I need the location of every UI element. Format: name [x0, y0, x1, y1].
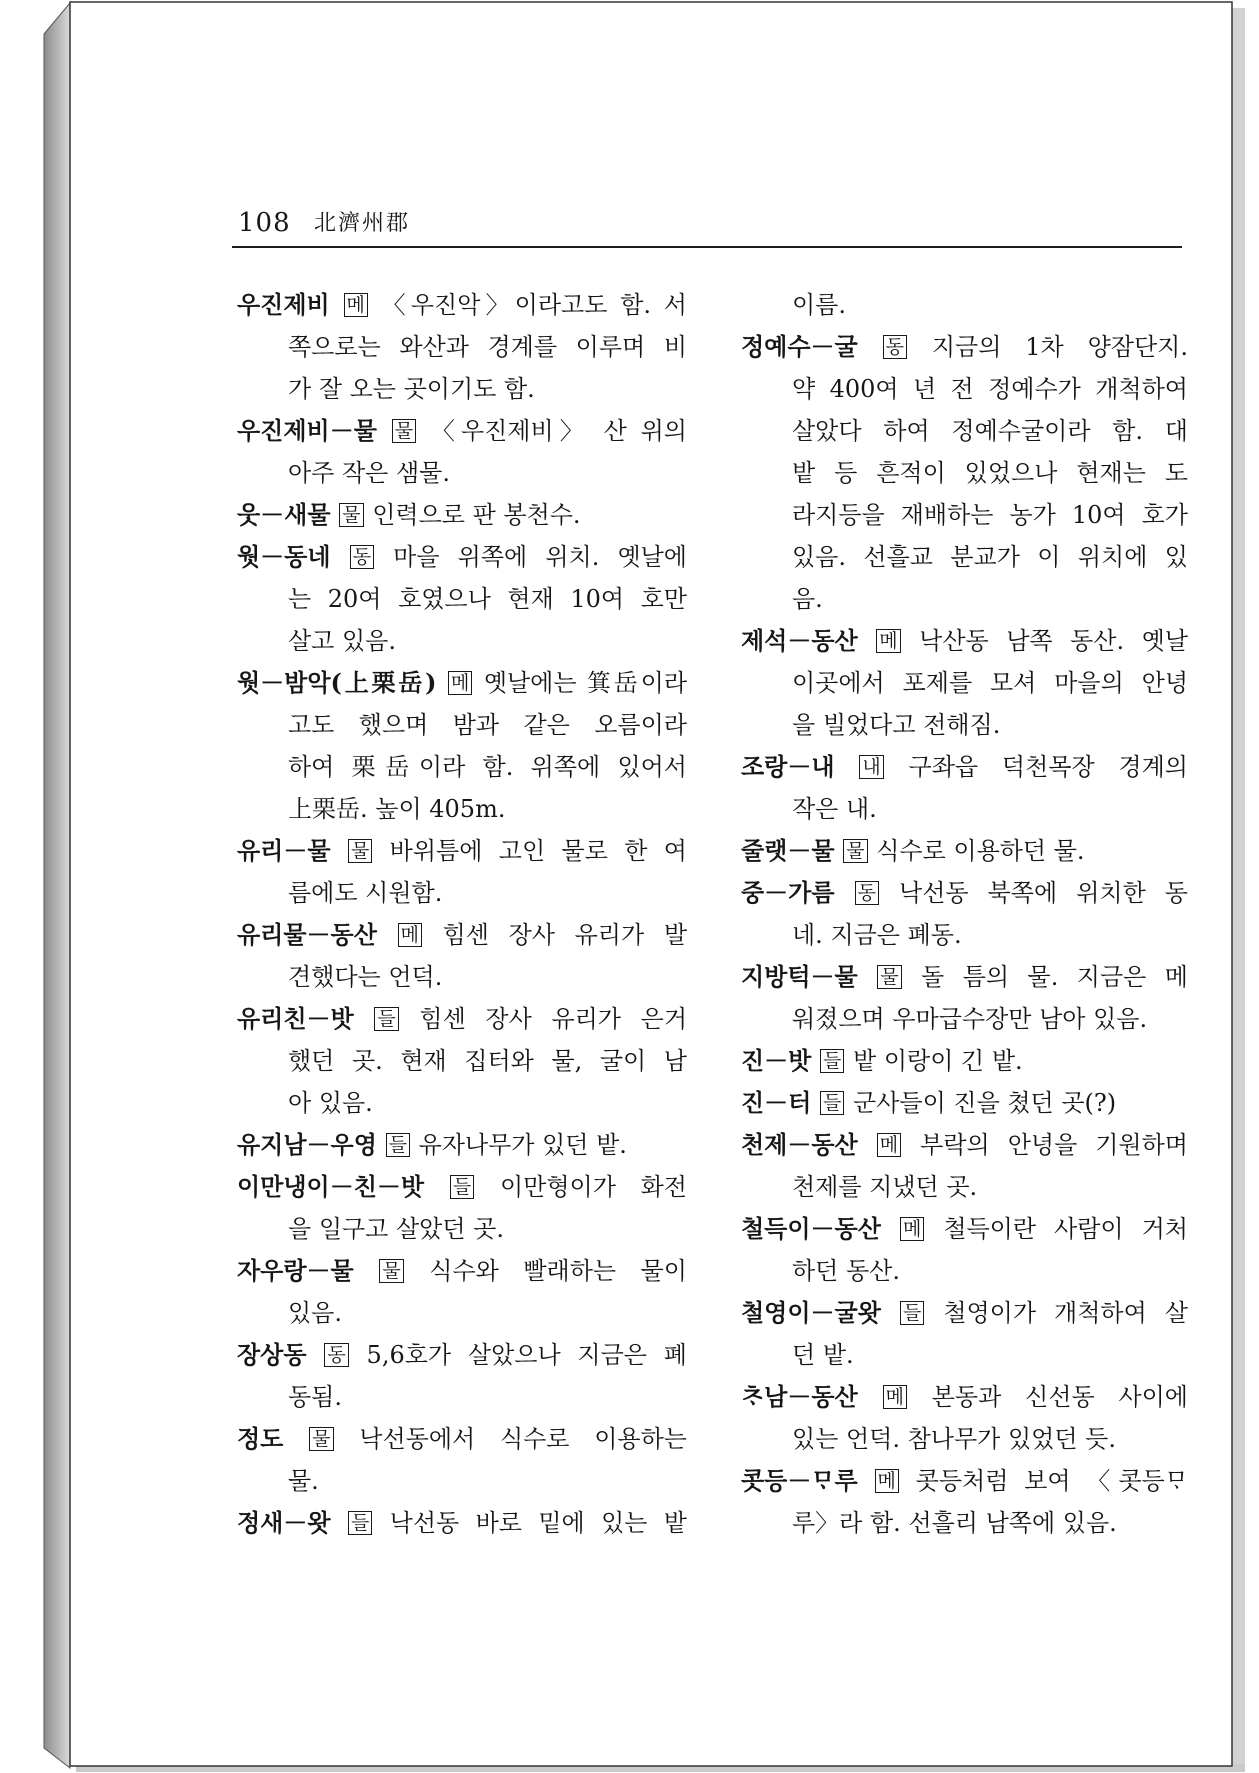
- entry-line: [741, 830, 1188, 872]
- entry-line: [741, 452, 1188, 494]
- entry-headword: 콧등－ᄆᆞ루: [741, 1466, 858, 1495]
- entry-text: 작은 내.: [792, 795, 877, 823]
- category-tag: 들: [348, 1511, 372, 1535]
- entry-line: [741, 662, 1188, 704]
- entry-text: 힘센 장사 유리가 은거: [419, 1005, 688, 1033]
- entry-line: [237, 1082, 687, 1124]
- dictionary-entry: [237, 914, 687, 998]
- entry-text: 던 밭.: [792, 1341, 854, 1369]
- dictionary-entry: [237, 662, 687, 830]
- entry-line: [741, 1124, 1188, 1166]
- entry-text: 있음. 선흘교 분교가 이 위치에 있: [792, 543, 1188, 571]
- entry-text: 살고 있음.: [288, 627, 396, 655]
- dictionary-entry: [741, 956, 1188, 1040]
- entry-text: 천제를 지냈던 곳.: [792, 1173, 978, 1201]
- entry-line: [741, 1208, 1188, 1250]
- category-tag: 동: [883, 335, 907, 359]
- entry-continuation: [741, 284, 1188, 326]
- entry-text: 철영이가 개척하여 살: [943, 1299, 1188, 1327]
- entry-line: [741, 326, 1188, 368]
- entry-text: 라지등을 재배하는 농가 10여 호가: [792, 501, 1188, 529]
- dictionary-entry: [741, 1292, 1188, 1376]
- dictionary-entry: [741, 620, 1188, 746]
- entry-text: 동됨.: [288, 1383, 342, 1411]
- entry-headword: 천제－동산: [741, 1130, 858, 1159]
- entry-text: 음.: [792, 585, 823, 613]
- entry-headword: 자우랑－물: [237, 1256, 354, 1285]
- entry-line: [237, 326, 687, 368]
- entry-line: [237, 620, 687, 662]
- entry-line: [741, 1166, 1188, 1208]
- left-column: [237, 284, 687, 1544]
- entry-text: 루〉라 함. 선흘리 남쪽에 있음.: [792, 1509, 1117, 1537]
- entry-line: [237, 1166, 687, 1208]
- entry-text: 밭 등 흔적이 있었으나 현재는 도: [792, 459, 1188, 487]
- entry-line: [237, 746, 687, 788]
- category-tag: 물: [309, 1427, 333, 1451]
- entry-line: [741, 872, 1188, 914]
- entry-text: 있음.: [288, 1299, 342, 1327]
- entry-headword: 진－밧: [741, 1046, 812, 1075]
- entry-text: 식수와 빨래하는 물이: [429, 1257, 687, 1285]
- entry-line: [237, 788, 687, 830]
- entry-text: 〈우진악〉이라고도 함. 서: [381, 291, 687, 319]
- category-tag: 들: [386, 1133, 410, 1157]
- category-tag: 들: [374, 1007, 398, 1031]
- entry-text: 콧등처럼 보여 〈콧등ᄆᆞ: [915, 1467, 1188, 1495]
- category-tag: 들: [820, 1049, 844, 1073]
- entry-headword: 유지남－우영: [237, 1130, 377, 1159]
- dictionary-entry: [741, 746, 1188, 830]
- entry-headword: 진－터: [741, 1088, 812, 1117]
- entry-line: [237, 1376, 687, 1418]
- entry-headword: 중－가름: [741, 878, 835, 907]
- dictionary-entry: [741, 1082, 1188, 1124]
- entry-text: 아 있음.: [288, 1089, 373, 1117]
- entry-text: 철득이란 사람이 거처: [943, 1215, 1188, 1243]
- entry-line: [741, 1418, 1188, 1460]
- dictionary-entry: [237, 1166, 687, 1250]
- dictionary-entry: [237, 1124, 687, 1166]
- entry-line: [741, 1334, 1188, 1376]
- category-tag: 물: [877, 965, 901, 989]
- entry-line: [741, 1376, 1188, 1418]
- dictionary-entry: [741, 1208, 1188, 1292]
- dictionary-entry: [741, 326, 1188, 620]
- entry-text: 밭 이랑이 긴 밭.: [853, 1047, 1023, 1075]
- entry-line: [237, 410, 687, 452]
- entry-headword: ᄎᆞ남－동산: [741, 1382, 858, 1411]
- entry-text: 이곳에서 포제를 모셔 마을의 안녕: [792, 669, 1188, 697]
- entry-text: 살았다 하여 정예수굴이라 함. 대: [792, 417, 1188, 445]
- entry-text: 힘센 장사 유리가 발: [442, 921, 687, 949]
- category-tag: 메: [877, 1133, 901, 1157]
- entry-line: [741, 998, 1188, 1040]
- entry-text: 약 400여 년 전 정예수가 개척하여: [792, 375, 1188, 403]
- entry-text: 을 일구고 살았던 곳.: [288, 1215, 504, 1243]
- entry-text: 하던 동산.: [792, 1257, 900, 1285]
- category-tag: 내: [859, 755, 883, 779]
- category-tag: 물: [348, 839, 372, 863]
- entry-line: [741, 1502, 1188, 1544]
- entry-headword: 웃－새물: [237, 500, 331, 529]
- entry-line: [237, 1502, 687, 1544]
- entry-headword: 장상동: [237, 1340, 307, 1369]
- entry-headword: 유리친－밧: [237, 1004, 354, 1033]
- entry-line: [741, 1292, 1188, 1334]
- entry-line: [741, 1040, 1188, 1082]
- entry-text: 견했다는 언덕.: [288, 963, 443, 991]
- entry-headword: 이만냉이－친－밧: [237, 1172, 425, 1201]
- entry-text: 군사들이 진을 쳤던 곳(?): [853, 1089, 1117, 1117]
- entry-line: [237, 578, 687, 620]
- dictionary-entry: [237, 1250, 687, 1334]
- entry-headword: 조랑－내: [741, 752, 835, 781]
- entry-headword: 우진제비: [237, 290, 330, 319]
- dictionary-entry: [237, 284, 687, 410]
- category-tag: 물: [843, 839, 867, 863]
- entry-headword: 철영이－굴왓: [741, 1298, 881, 1327]
- entry-text: 이름.: [792, 291, 846, 319]
- entry-line: [237, 536, 687, 578]
- dictionary-entry: [237, 494, 687, 536]
- entry-text: 름에도 시원함.: [288, 879, 443, 907]
- entry-headword: 정새－왓: [237, 1508, 331, 1537]
- dictionary-entry: [237, 410, 687, 494]
- entry-text: 낙선동에서 식수로 이용하는: [359, 1425, 687, 1453]
- entry-line: [237, 998, 687, 1040]
- category-tag: 들: [820, 1091, 844, 1115]
- entry-line: [741, 284, 1188, 326]
- entry-text: 네. 지금은 폐동.: [792, 921, 962, 949]
- entry-headword: 줄랫－물: [741, 836, 835, 865]
- entry-text: 낙선동 북쪽에 위치한 동: [899, 879, 1188, 907]
- entry-headword: 정도: [237, 1424, 284, 1453]
- entry-headword: 정예수－굴: [741, 332, 858, 361]
- entry-line: [237, 1418, 687, 1460]
- entry-headword: 제석－동산: [741, 626, 858, 655]
- entry-line: [237, 914, 687, 956]
- entry-text: 을 빌었다고 전해짐.: [792, 711, 1001, 739]
- dictionary-entry: [741, 872, 1188, 956]
- entry-text: 바위틈에 고인 물로 한 여: [389, 837, 687, 865]
- entry-text: 낙선동 바로 밑에 있는 밭: [389, 1509, 687, 1537]
- dictionary-entry: [741, 830, 1188, 872]
- entry-text: 옛날에는 箕岳이라: [483, 669, 687, 697]
- entry-text: 구좌읍 덕천목장 경계의: [908, 753, 1188, 781]
- entry-line: [741, 578, 1188, 620]
- category-tag: 물: [392, 419, 416, 443]
- dictionary-entry: [237, 1418, 687, 1502]
- dictionary-entry: [237, 1502, 687, 1544]
- entry-headword: 유리물－동산: [237, 920, 377, 949]
- entry-line: [237, 1208, 687, 1250]
- entry-line: [741, 704, 1188, 746]
- entry-line: [741, 494, 1188, 536]
- entry-line: [741, 1250, 1188, 1292]
- category-tag: 메: [875, 1469, 899, 1493]
- entry-headword: 웟－밤악(上栗岳): [237, 668, 437, 697]
- entry-headword: 유리－물: [237, 836, 331, 865]
- dictionary-entry: [237, 998, 687, 1124]
- entry-line: [237, 284, 687, 326]
- entry-line: [741, 620, 1188, 662]
- category-tag: 동: [855, 881, 879, 905]
- dictionary-entry: [741, 1460, 1188, 1544]
- entry-line: [237, 830, 687, 872]
- entry-line: [741, 368, 1188, 410]
- header-rule: [232, 246, 1182, 248]
- entry-text: 쪽으로는 와산과 경계를 이루며 비: [288, 333, 687, 361]
- entry-line: [741, 914, 1188, 956]
- entry-headword: 웟－동네: [237, 542, 331, 571]
- entry-text: 이만형이가 화전: [499, 1173, 687, 1201]
- entry-line: [237, 872, 687, 914]
- entry-line: [741, 1082, 1188, 1124]
- entry-text: 는 20여 호였으나 현재 10여 호만: [288, 585, 687, 613]
- entry-text: 上栗岳. 높이 405m.: [288, 795, 506, 823]
- entry-line: [237, 452, 687, 494]
- category-tag: 물: [379, 1259, 403, 1283]
- dictionary-entry: [237, 536, 687, 662]
- entry-headword: 지방턱－물: [741, 962, 858, 991]
- entry-text: 가 잘 오는 곳이기도 함.: [288, 375, 535, 403]
- category-tag: 들: [900, 1301, 924, 1325]
- entry-line: [237, 1334, 687, 1376]
- category-tag: 물: [339, 503, 363, 527]
- dictionary-entry: [237, 830, 687, 914]
- entry-text: 물.: [288, 1467, 319, 1495]
- category-tag: 메: [883, 1385, 907, 1409]
- entry-line: [237, 704, 687, 746]
- entry-text: 하여 栗岳이라 함. 위쪽에 있어서: [288, 753, 687, 781]
- entry-line: [741, 788, 1188, 830]
- entry-line: [741, 956, 1188, 998]
- entry-text: 마을 위쪽에 위치. 옛날에: [393, 543, 687, 571]
- entry-line: [237, 662, 687, 704]
- entry-text: 유자나무가 있던 밭.: [418, 1131, 627, 1159]
- dictionary-entry: [741, 1376, 1188, 1460]
- entry-line: [237, 1124, 687, 1166]
- entry-text: 식수로 이용하던 물.: [876, 837, 1085, 865]
- category-tag: 메: [900, 1217, 924, 1241]
- category-tag: 들: [450, 1175, 474, 1199]
- entry-line: [237, 1460, 687, 1502]
- entry-headword: 우진제비－물: [237, 416, 377, 445]
- entry-line: [237, 494, 687, 536]
- category-tag: 메: [398, 923, 422, 947]
- entry-text: 5,6호가 살았으나 지금은 폐: [366, 1341, 687, 1369]
- entry-text: 부락의 안녕을 기원하며: [920, 1131, 1188, 1159]
- page-number: 108: [238, 208, 291, 238]
- entry-line: [741, 746, 1188, 788]
- entry-line: [741, 410, 1188, 452]
- entry-text: 했던 곳. 현재 집터와 물, 굴이 남: [288, 1047, 687, 1075]
- category-tag: 동: [350, 545, 374, 569]
- entry-text: 워졌으며 우마급수장만 남아 있음.: [792, 1005, 1148, 1033]
- category-tag: 메: [448, 671, 472, 695]
- dictionary-entry: [237, 1334, 687, 1418]
- right-column: [741, 284, 1188, 1544]
- entry-headword: 철득이－동산: [741, 1214, 881, 1243]
- entry-line: [237, 1292, 687, 1334]
- entry-text: 있는 언덕. 참나무가 있었던 듯.: [792, 1425, 1116, 1453]
- entry-line: [237, 368, 687, 410]
- entry-line: [237, 1040, 687, 1082]
- category-tag: 동: [324, 1343, 348, 1367]
- entry-line: [237, 1250, 687, 1292]
- entry-text: 인력으로 판 봉천수.: [372, 501, 581, 529]
- entry-text: 〈우진제비〉 산 위의: [430, 417, 687, 445]
- category-tag: 메: [876, 629, 900, 653]
- entry-text: 지금의 1차 양잠단지.: [931, 333, 1188, 361]
- entry-line: [741, 1460, 1188, 1502]
- entry-text: 고도 했으며 밤과 같은 오름이라: [288, 711, 687, 739]
- entry-text: 아주 작은 샘물.: [288, 459, 450, 487]
- entry-text: 낙산동 남쪽 동산. 옛날: [919, 627, 1189, 655]
- entry-text: 본동과 신선동 사이에: [931, 1383, 1188, 1411]
- entry-line: [237, 956, 687, 998]
- dictionary-entry: [741, 1040, 1188, 1082]
- entry-text: 돌 틈의 물. 지금은 메: [921, 963, 1188, 991]
- dictionary-entry: [741, 1124, 1188, 1208]
- running-head: 北濟州郡: [314, 211, 411, 236]
- category-tag: 메: [344, 293, 368, 317]
- entry-line: [741, 536, 1188, 578]
